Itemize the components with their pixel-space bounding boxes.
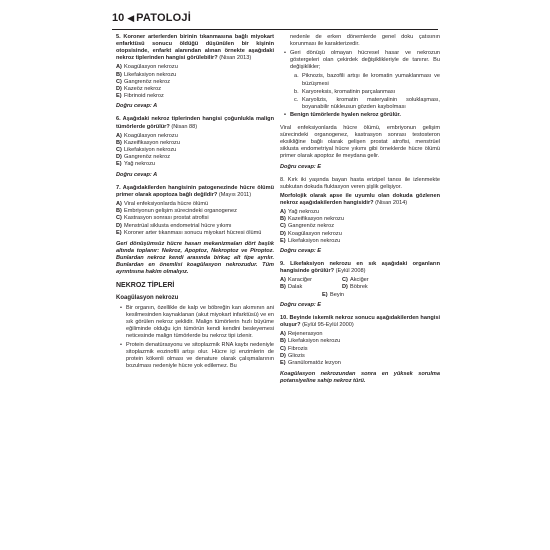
option-c: C) Fibrozis	[280, 345, 308, 352]
option-c: C) Akciğer	[342, 277, 369, 284]
list-item: b. Karyoreksis, kromatinin parçalanması	[294, 88, 396, 95]
option-list	[116, 64, 274, 100]
question-10	[280, 315, 440, 385]
option-a: A) Viral enfeksiyonlarda hücre ölümü	[116, 200, 209, 207]
option-b: B) Kazeifikasyon nekrozu	[116, 139, 180, 146]
explanation-note: Koagülasyon nekrozundan sonra en yüksek sorulma potansiyeline sahip nekroz türü.	[280, 371, 440, 385]
option-b: B) Dalak	[280, 284, 303, 291]
bullet-item: • Benign tümörlerde hyalen nekroz görülür.	[284, 111, 401, 118]
option-list	[116, 201, 274, 237]
question-source: (Nisan 2014)	[375, 199, 408, 206]
option-a: A) Karaciğer	[280, 277, 312, 284]
option-list	[280, 277, 440, 291]
option-b: B) Kazeifikasyon nekrozu	[280, 216, 344, 223]
option-e: E) Granülomatöz lezyon	[280, 359, 341, 366]
correct-answer: Doğru cevap: E	[280, 301, 322, 308]
option-c: C) Gangrenöz nekroz	[116, 78, 171, 85]
bullet-item: • Bir organın, özellikle de kalp ve böbreğin kan akımının ani kesilmesinden kaynaklanan (akut miyokart infarktüsü) ve en sık görülen nekroz şeklidir. Malign tümörlerin hızlı büyüme eğiliminde olduğu için tümörün kendi kendini besleyemesi neticesinde malign tümörlerde bu nekroz tipi izlenir.	[120, 304, 274, 340]
question-8	[280, 177, 440, 255]
question-stem: Morfolojik olarak apse ile uyumlu olan dokuda gözlenen nekroz aşağıdakilerden hangisidir?	[280, 192, 440, 206]
option-a: A) Koagülasyon nekrozu	[116, 64, 178, 71]
question-stem: 6. Aşağıdaki nekroz tiplerinden hangisi çoğunlukla malign tümörlerde görülür?	[116, 116, 274, 130]
question-source: (Mayıs 2011)	[218, 191, 252, 198]
question-6	[116, 116, 274, 178]
question-source: (Nisan 2013)	[219, 55, 252, 62]
explanation-note: Geri dönüşümsüz hücre hasarı mekanizmaları dört başlık altında toplanır: Nekroz, Apoptoz, Nekroptoz ve Piroptoz. Bunlardan nekroz kendi arasında birkaç alt tipe ayrılır. Bunlardan en önemlisi koagülasyon nekrozudur. Tüm ayrıntısına hakim olmalıyız.	[116, 240, 274, 276]
option-d: D) Gliozis	[280, 352, 305, 359]
option-c: C) Gangrenöz nekroz	[280, 223, 335, 230]
option-b: B) Likefaksiyon nekrozu	[116, 71, 177, 78]
question-source: (Eylül 95-Eylül 2000)	[302, 322, 354, 329]
left-column	[116, 34, 274, 372]
list-item: a. Piknozis, bazofili artışı ile kromatin yumaklanması ve büzüşmesi	[294, 73, 440, 87]
option-d: D) Böbrek	[342, 284, 368, 291]
section-title: NEKROZ TİPLERİ	[116, 282, 175, 290]
list-item: c. Karyolizis, kromatin materyalinin soluklaşması, boyanabilir nükleusun gözden kaybolması	[294, 96, 440, 110]
option-e: E) Yağ nekrozu	[116, 161, 155, 168]
bullet-item: • Geri dönüşü olmayan hücresel hasar ve nekrozun göstergeleri olan çekirdek değişiklikleriyle de tanınır. Bu değişiklikler;	[284, 50, 440, 71]
option-d: D) Koagülasyon nekrozu	[280, 230, 342, 237]
question-stem: 5. Koroner arterlerden birinin tıkanmasına bağlı miyokart enfarktüsü sonucu öldüğü düşünülen bir kişinin otopsisinde, enfarkt alanından alınan örnekte aşağıdaki nekroz tiplerinden hangisi görülebilir?	[116, 34, 274, 62]
correct-answer: Doğru cevap: E	[280, 247, 322, 254]
header-divider	[112, 29, 438, 30]
option-a: A) Yağ nekrozu	[280, 208, 319, 215]
explanation-paragraph: Viral enfeksiyonlarda hücre ölümü, embriyonun gelişim sürecindeki organogenez, kastrasyon sonrası testosteron eksikliğine bağlı olarak gelişen prostat atrofisi, menstrüel siklusta endometriyal hücre yıkımı gibi örneklerde hücre ölümü primer olarak apoptoz ile meydana gelir.	[280, 125, 440, 160]
bullet-item: • Protein denatürasyonu ve sitoplazmik RNA kaybı nedeniyle sitoplazmik eozinofili artışı olur. Hücre içi enzimlerin de protein kökenli olması ve denature olarak çalışmalarının bozulması nedeniyle hücre yok edilemez. Bu	[120, 342, 274, 370]
option-b: B) Likefaksiyon nekrozu	[280, 338, 341, 345]
question-5	[116, 34, 274, 110]
correct-answer: Doğru cevap: A	[116, 171, 158, 178]
page-header	[112, 12, 191, 24]
option-e: E) Koroner arter tıkanması sonucu miyokart hücresi ölümü	[116, 229, 262, 236]
question-stem: 9. Likefaksiyon nekrozu en sık aşağıdaki organların hangisinde görülür?	[280, 261, 440, 275]
continued-text: nedenle de erken dönemlerde genel doku çatısının korunması ile karakterizedir.	[290, 34, 440, 48]
question-stem: 10. Beyinde iskemik nekroz sonucu aşağıdakilerden hangisi oluşur?	[280, 314, 440, 329]
right-column	[280, 34, 440, 385]
subsection-title: Koagülasyon nekrozu	[116, 294, 179, 301]
chapter-title: PATOLOJİ	[136, 12, 191, 24]
correct-answer: Doğru cevap: A	[116, 103, 158, 110]
option-c: C) Kastrasyon sonrası prostat atrofisi	[116, 215, 209, 222]
option-e: E) Fibrinoid nekroz	[116, 93, 164, 100]
option-e: E) Beyin	[322, 291, 344, 298]
question-case: 8. Kırk iki yaşında bayan hasta erizipel tanısı ile izlenmekte subkutan dokuda fluktasyon veren şişlik gelişiyor.	[280, 176, 440, 190]
question-7	[116, 185, 274, 277]
option-list	[116, 133, 274, 169]
option-d: D) Kazeöz nekroz	[116, 85, 162, 92]
option-d: D) Menstrüal siklusta endometrial hücre yıkımı	[116, 222, 232, 229]
option-e: E) Likefaksiyon nekrozu	[280, 237, 341, 244]
nuclear-changes-list	[294, 73, 440, 110]
option-c: C) Likefaksiyon nekrozu	[116, 147, 177, 154]
option-d: D) Gangrenöz nekroz	[116, 154, 171, 161]
correct-answer: Doğru cevap: E	[280, 163, 322, 170]
option-list	[280, 331, 440, 367]
option-b: B) Embriyonun gelişim sürecindeki organogenez	[116, 208, 237, 215]
arrow-left-icon: ◀	[127, 12, 135, 23]
question-stem: 7. Aşağıdakilerden hangisinin patogenezinde hücre ölümü primer olarak apoptoza bağlı değildir?	[116, 184, 274, 198]
question-source: (Nisan 88)	[171, 123, 198, 130]
question-source: (Eylül 2008)	[335, 268, 366, 275]
option-list	[280, 209, 440, 245]
option-a: A) Rejenerasyon	[280, 331, 323, 338]
option-a: A) Koagülasyon nekrozu	[116, 132, 178, 139]
question-9	[280, 261, 440, 309]
page-number: 10	[112, 12, 125, 24]
